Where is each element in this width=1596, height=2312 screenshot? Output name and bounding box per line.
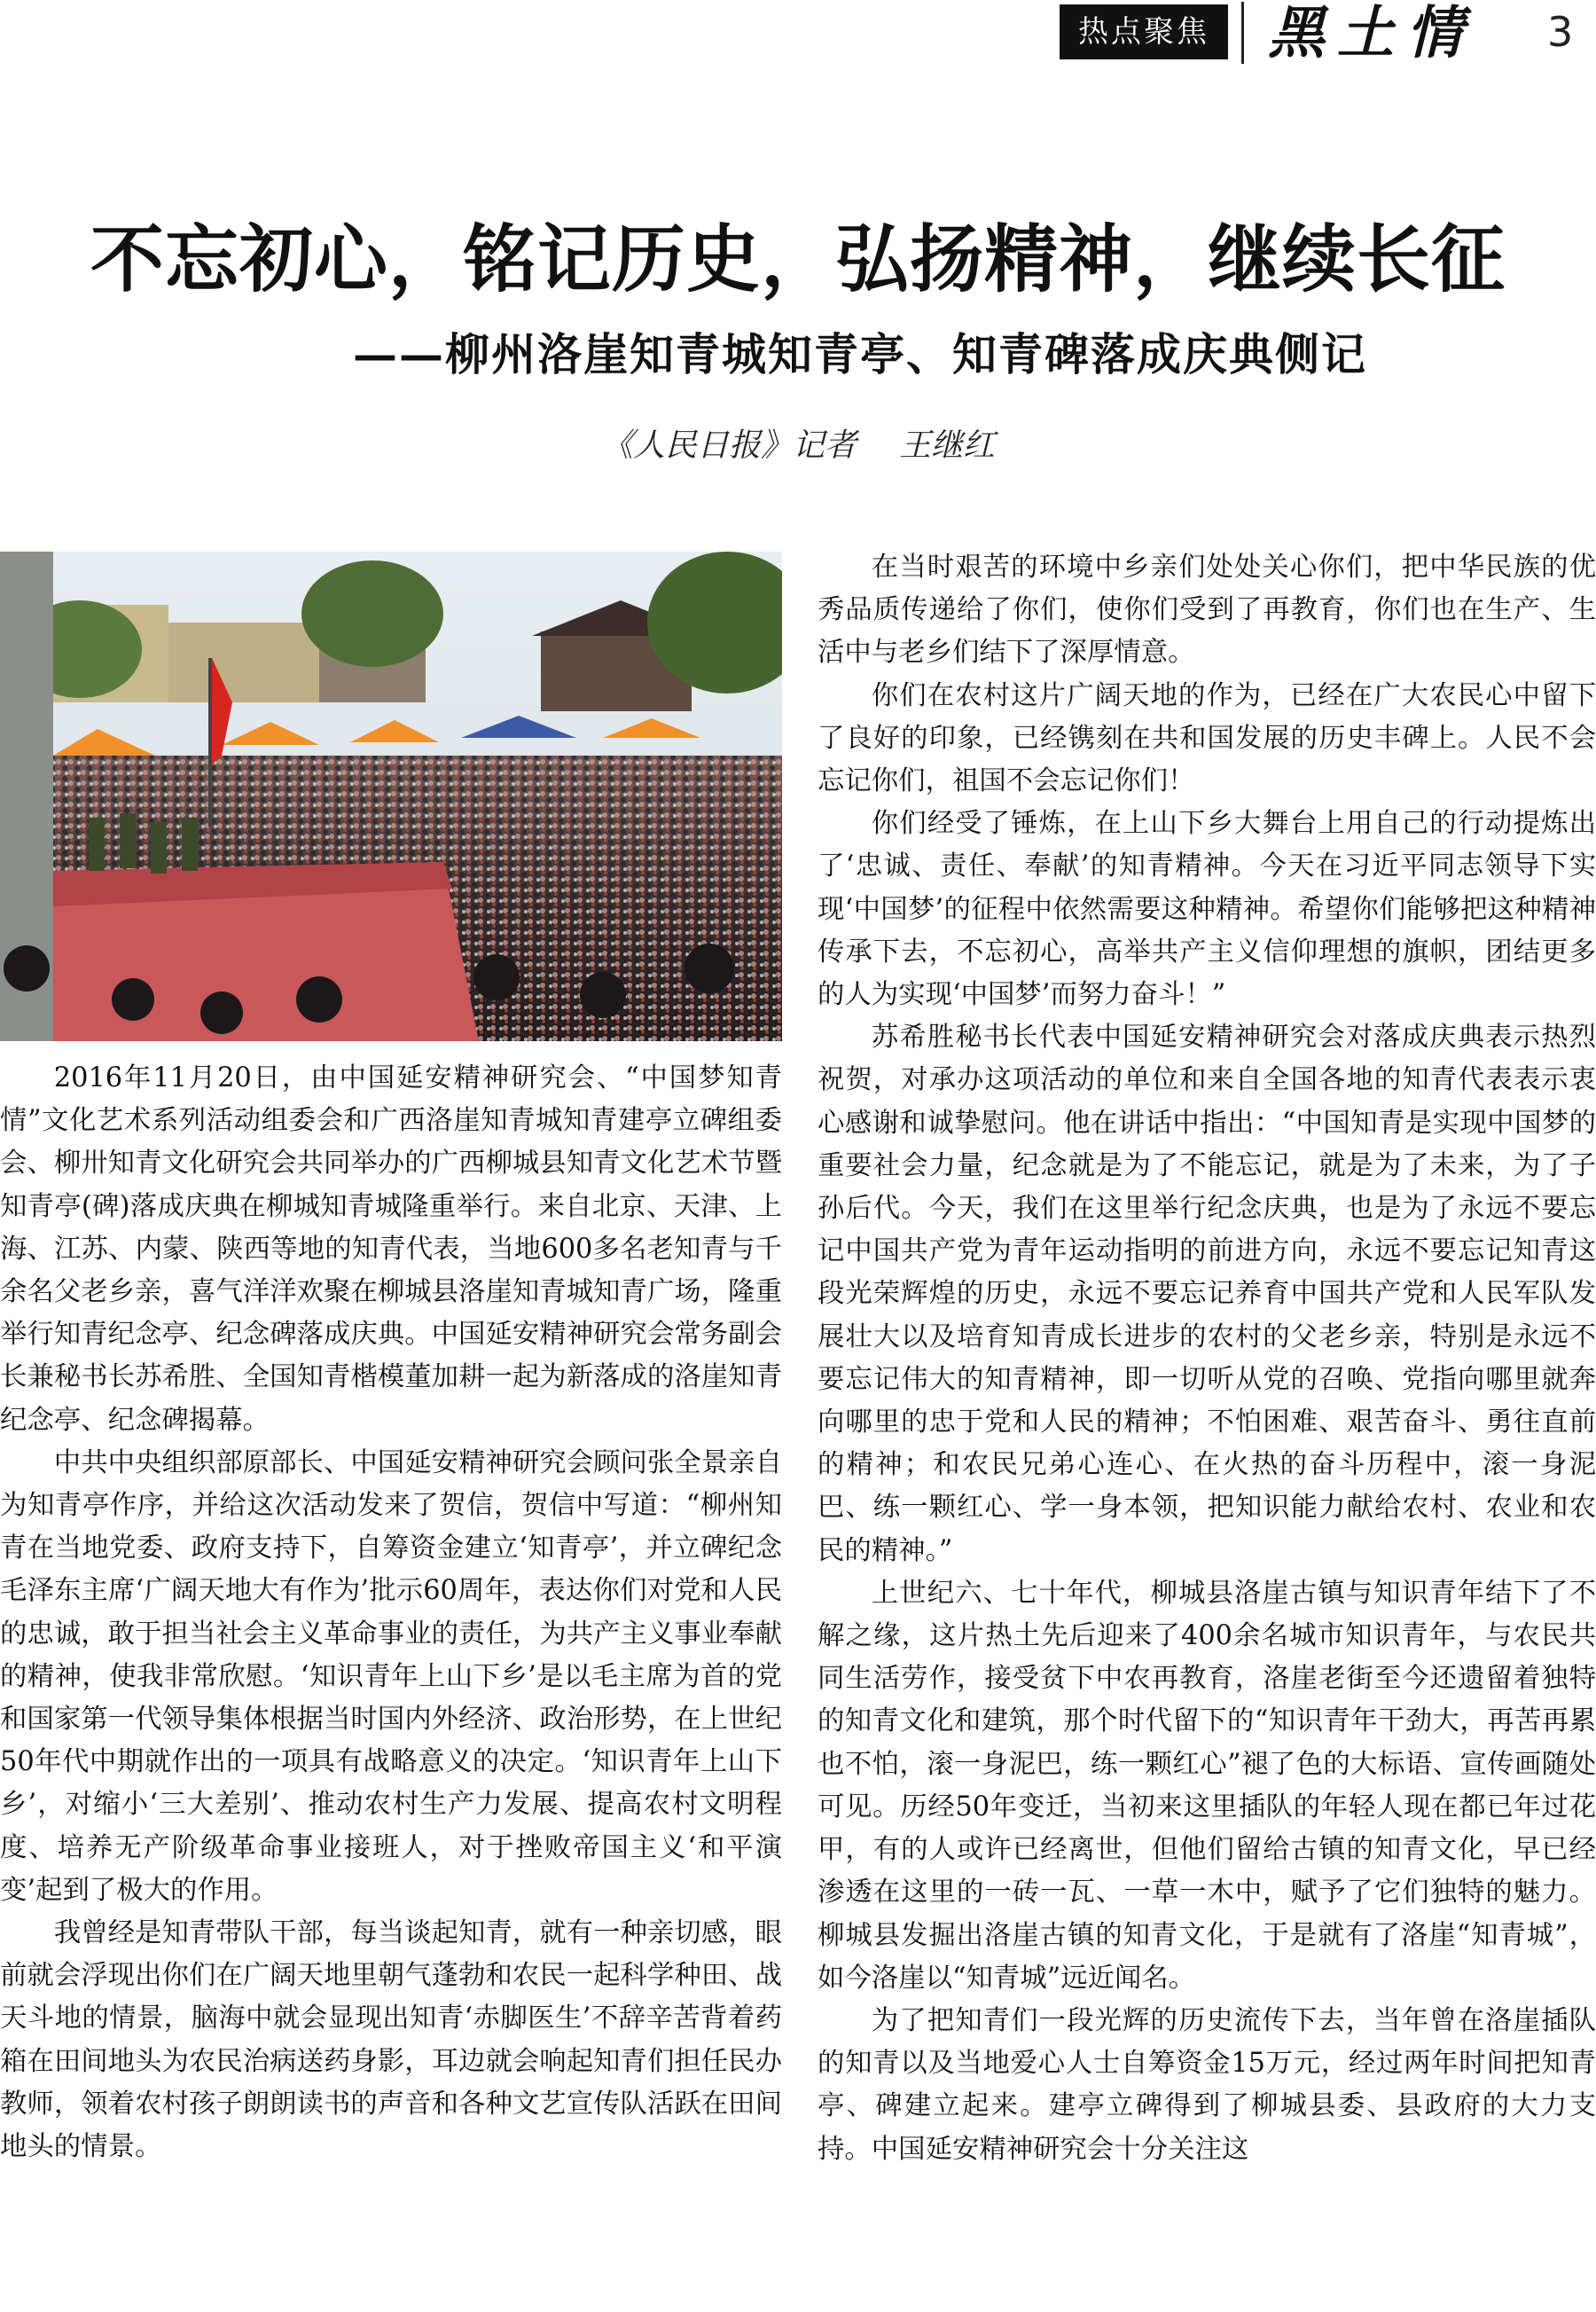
paragraph: 在当时艰苦的环境中乡亲们处处关心你们，把中华民族的优秀品质传递给了你们，使你们受到了再教育，你们也在生产、生活中与老乡们结下了深厚情意。 <box>818 552 1596 669</box>
paragraph: 你们在农村这片广阔天地的作为，已经在广大农民心中留下了良好的印象，已经镌刻在共和国发展的历史丰碑上。人民不会忘记你们，祖国不会忘记你们！ <box>818 679 1596 797</box>
article-subtitle: ——柳州洛崖知青城知青亭、知青碑落成庆典侧记 <box>353 328 1367 380</box>
paragraph: 上世纪六、七十年代，柳城县洛崖古镇与知识青年结下了不解之缘，这片热土先后迎来了400余名城市知识青年，与农民共同生活劳作，接受贫下中农再教育，洛崖老街至今还遗留着独特的知青文化和建筑，那个时代留下的“知识青年干劲大，再苦再累也不怕，滚一身泥巴，练一颗红心”褪了色的大标语、宣传画随处可见。历经50年变迁，当初来这里插队的年轻人现在都已年过花甲，有的人或许已经离世，但他们留给古镇的知青文化，早已经渗透在这里的一砖一瓦、一草一木中，赋予了它们独特的魅力。柳城县发掘出洛崖古镇的知青文化，于是就有了洛崖“知青城”，如今洛崖以“知青城”远近闻名。 <box>818 1577 1596 1994</box>
paragraph: 为了把知青们一段光辉的历史流传下去，当年曾在洛崖插队的知青以及当地爱心人士自筹资金15万元，经过两年时间把知青亭、碑建立起来。建亭立碑得到了柳城县委、县政府的大力支持。中国延安精神研究会十分关注这 <box>818 2004 1596 2165</box>
magazine-name: 黑土情 <box>1268 0 1475 67</box>
paragraph: 2016年11月20日，由中国延安精神研究会、“中国梦知青情”文化艺术系列活动组委会和广西洛崖知青城知青建亭立碑组委会、柳卅知青文化研究会共同举办的广西柳城县知青文化艺术节暨知青亭(碑)落成庆典在柳城知青城隆重举行。来自北京、天津、上海、江苏、内蒙、陕西等地的知青代表，当地600多名老知青与千余名父老乡亲，喜气洋洋欢聚在柳城县洛崖知青城知青广场，隆重举行知青纪念亭、纪念碑落成庆典。中国延安精神研究会常务副会长兼秘书长苏希胜、全国知青楷模董加耕一起为新落成的洛崖知青纪念亭、纪念碑揭幕。 <box>0 1062 782 1436</box>
byline <box>0 421 1596 471</box>
section-label: 热点聚焦 <box>1060 4 1228 59</box>
header-divider <box>1241 2 1244 64</box>
paragraph: 我曾经是知青带队干部，每当谈起知青，就有一种亲切感，眼前就会浮现出你们在广阔天地里朝气蓬勃和农民一起科学种田、战天斗地的情景，脑海中就会显现出知青‘赤脚医生’不辞辛苦背着药箱在田间地头为农民治病送药身影，耳边就会响起知青们担任民办教师，领着农村孩子朗朗读书的声音和各种文艺宣传队活跃在田间地头的情景。 <box>0 1917 782 2163</box>
byline-source: 《人民日报》记者 <box>600 427 857 464</box>
byline-author: 王继红 <box>899 427 996 464</box>
page-number: 3 <box>1547 8 1574 56</box>
right-column <box>818 546 1596 2171</box>
left-column <box>0 1057 782 2168</box>
article-photo <box>0 552 782 1041</box>
paragraph: 苏希胜秘书长代表中国延安精神研究会对落成庆典表示热烈祝贺，对承办这项活动的单位和来自全国各地的知青代表表示衷心感谢和诚挚慰问。他在讲话中指出：“中国知青是实现中国梦的重要社会力量，纪念就是为了不能忘记，就是为了未来，为了子孙后代。今天，我们在这里举行纪念庆典，也是为了永远不要忘记中国共产党为青年运动指明的前进方向，永远不要忘记知青这段光荣辉煌的历史，永远不要忘记养育中国共产党和人民军队发展壮大以及培育知青成长进步的农村的父老乡亲，特别是永远不要忘记伟大的知青精神，即一切听从党的召唤、党指向哪里就奔向哪里的忠于党和人民的精神；不怕困难、艰苦奋斗、勇往直前的精神；和农民兄弟心连心、在火热的奋斗历程中，滚一身泥巴、练一颗红心、学一身本领，把知识能力献给农村、农业和农民的精神。” <box>818 1022 1596 1566</box>
article-title: 不忘初心，铭记历史，弘扬精神，继续长征 <box>90 216 1506 302</box>
paragraph: 你们经受了锤炼，在上山下乡大舞台上用自己的行动提炼出了‘忠诚、责任、奉献’的知青精神。今天在习近平同志领导下实现‘中国梦’的征程中依然需要这种精神。希望你们能够把这种精神传承下去，不忘初心，高举共产主义信仰理想的旗帜，团结更多的人为实现‘中国梦’而努力奋斗！” <box>818 808 1596 1011</box>
paragraph: 中共中央组织部原部长、中国延安精神研究会顾问张全景亲自为知青亭作序，并给这次活动发来了贺信，贺信中写道：“柳州知青在当地党委、政府支持下，自筹资金建立‘知青亭’，并立碑纪念毛泽东主席‘广阔天地大有作为’批示60周年，表达你们对党和人民的忠诚，敢于担当社会主义革命事业的责任，为共产主义事业奉献的精神，使我非常欣慰。‘知识青年上山下乡’是以毛主席为首的党和国家第一代领导集体根据当时国内外经济、政治形势，在上世纪50年代中期就作出的一项具有战略意义的决定。‘知识青年上山下乡’，对缩小‘三大差别’、推动农村生产力发展、提高农村文明程度、培养无产阶级革命事业接班人，对于挫败帝国主义‘和平演变’起到了极大的作用。 <box>0 1446 782 1906</box>
photo-illustration <box>0 552 782 1041</box>
